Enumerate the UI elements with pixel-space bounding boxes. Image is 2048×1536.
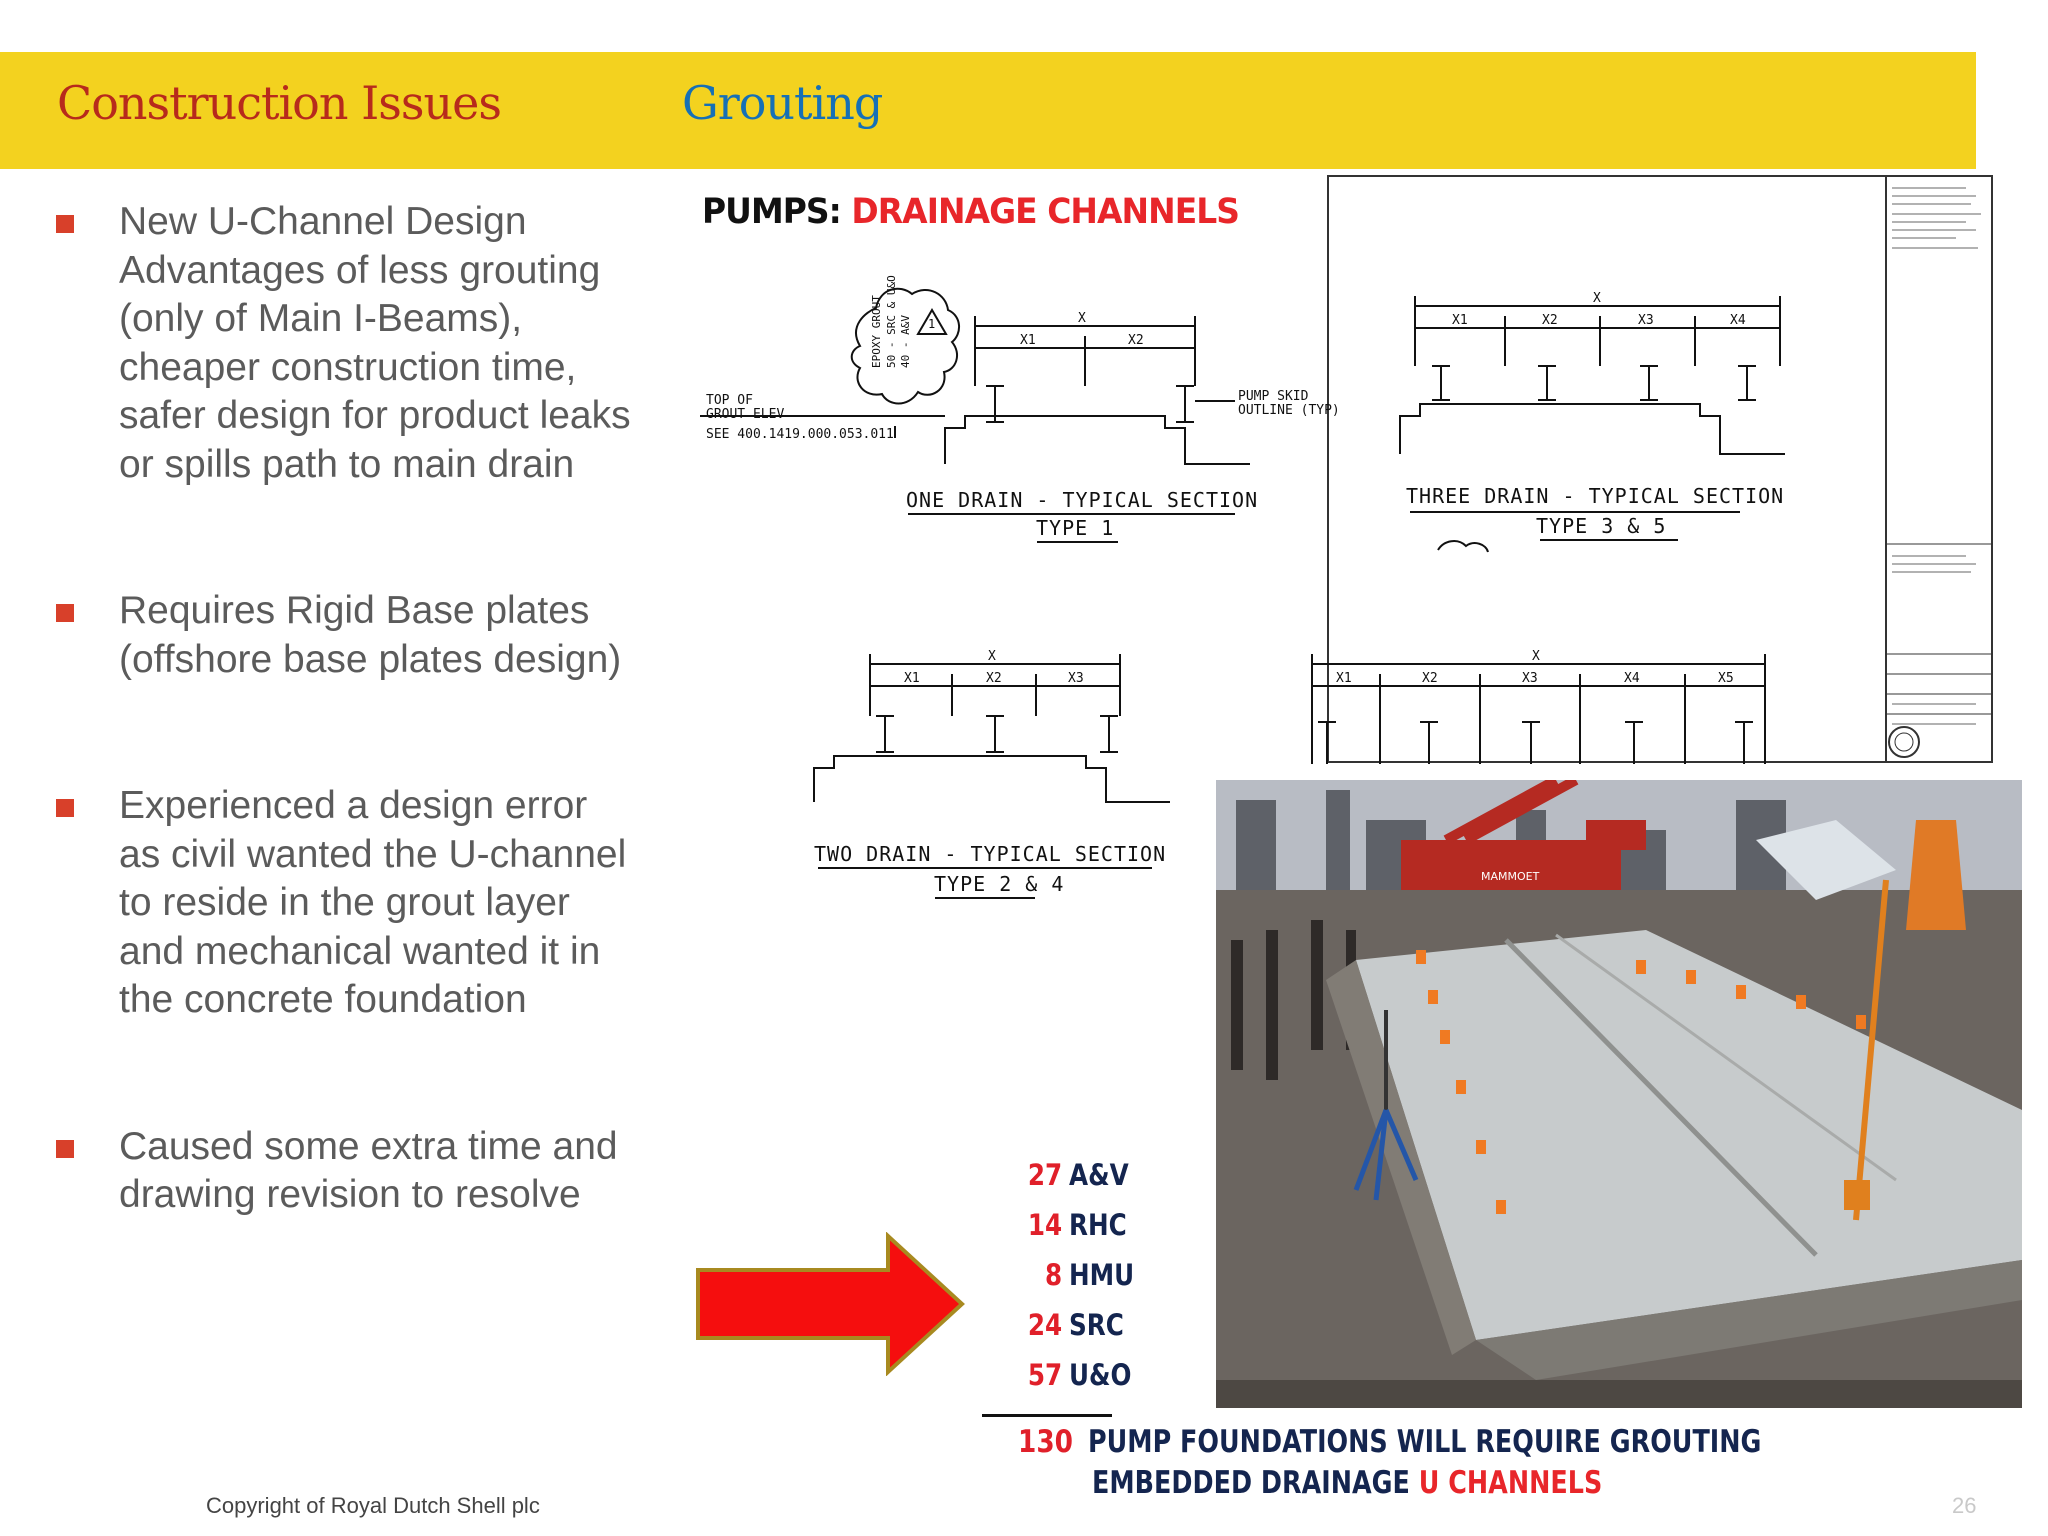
- count-label: SRC: [1069, 1308, 1124, 1342]
- see-reference-label: SEE 400.1419.000.053.011: [706, 427, 894, 442]
- revision-number: 1: [928, 317, 936, 331]
- dim-label: X3: [1522, 671, 1538, 686]
- dim-label: X2: [986, 671, 1002, 686]
- three-drain-caption: THREE DRAIN - TYPICAL SECTION: [1406, 484, 1785, 508]
- count-number: 27: [1027, 1158, 1063, 1192]
- bullet-text: Caused some extra time and drawing revision to resolve: [119, 1124, 618, 1216]
- dim-label: X2: [1422, 671, 1438, 686]
- drawing-title: [702, 192, 1239, 232]
- count-number: 8: [1045, 1258, 1063, 1292]
- one-drain-caption: ONE DRAIN - TYPICAL SECTION: [906, 488, 1259, 512]
- drawing-title-prefix: PUMPS:: [702, 192, 841, 232]
- dim-x-three: X: [1593, 291, 1601, 306]
- slide-title: Grouting: [682, 76, 883, 130]
- drawing-title-highlight: DRAINAGE CHANNELS: [851, 192, 1240, 232]
- dim-label: X1: [904, 671, 920, 686]
- cloud-text: 40 - A&V: [899, 315, 912, 368]
- three-drain-type: TYPE 3 & 5: [1536, 514, 1667, 538]
- count-row: [1018, 1258, 1135, 1308]
- bullet-square-icon: [56, 799, 74, 817]
- section-title: Construction Issues: [57, 76, 501, 130]
- count-row: [1018, 1158, 1129, 1208]
- count-label: U&O: [1069, 1358, 1132, 1392]
- dim-label: X2: [1128, 333, 1144, 348]
- grout-elev-label: GROUT ELEV: [706, 407, 785, 422]
- cloud-text: EPOXY GROUT: [870, 295, 883, 368]
- count-number: 14: [1027, 1208, 1063, 1242]
- total-message-highlight: U CHANNELS: [1418, 1465, 1603, 1501]
- construction-site-photo: [1216, 780, 2022, 1408]
- bullet-square-icon: [56, 1140, 74, 1158]
- total-divider: [982, 1414, 1112, 1417]
- total-message-prefix: EMBEDDED DRAINAGE: [1092, 1465, 1410, 1501]
- count-label: RHC: [1069, 1208, 1127, 1242]
- two-drain-type: TYPE 2 & 4: [934, 872, 1065, 896]
- top-of-grout-label: TOP OF: [706, 393, 753, 408]
- count-number: 24: [1027, 1308, 1063, 1342]
- dim-label: X1: [1452, 313, 1468, 328]
- bullet-square-icon: [56, 604, 74, 622]
- count-label: A&V: [1069, 1158, 1129, 1192]
- dim-label: X3: [1638, 313, 1654, 328]
- count-row: [1018, 1308, 1124, 1358]
- bullet-item: [56, 782, 636, 1025]
- count-number: 57: [1027, 1358, 1063, 1392]
- count-row: [1018, 1358, 1132, 1408]
- dim-x-two: X: [988, 649, 996, 664]
- page-number: 26: [1952, 1493, 1977, 1518]
- dim-x-one: X: [1078, 311, 1086, 326]
- bullet-item: [56, 198, 636, 489]
- dim-label: X1: [1020, 333, 1036, 348]
- bullet-text: Requires Rigid Base plates (offshore base plates design): [119, 589, 622, 681]
- one-drain-type: TYPE 1: [1036, 516, 1115, 540]
- bullet-square-icon: [56, 215, 74, 233]
- bullet-list: [56, 198, 636, 1318]
- dim-x-five: X: [1532, 649, 1540, 664]
- bullet-text: Experienced a design error as civil wanted the U-channel to reside in the grout layer and mechanical wanted it in the concrete foundation: [119, 784, 627, 1021]
- dim-label: X3: [1068, 671, 1084, 686]
- dim-label: X4: [1624, 671, 1640, 686]
- bullet-item: [56, 1123, 636, 1220]
- total-message: PUMP FOUNDATIONS WILL REQUIRE GROUTING: [1088, 1424, 1762, 1460]
- pump-counts-list: [1018, 1158, 1138, 1408]
- dim-label: X2: [1542, 313, 1558, 328]
- dim-label: X1: [1336, 671, 1352, 686]
- total-count: 130: [1018, 1424, 1074, 1460]
- header-bar: [0, 52, 1976, 169]
- bullet-item: [56, 587, 636, 684]
- dim-label: X4: [1730, 313, 1746, 328]
- copyright-footer: Copyright of Royal Dutch Shell plc: [206, 1493, 540, 1518]
- crane-text: MAMMOET: [1481, 870, 1540, 883]
- bullet-text: New U-Channel Design Advantages of less grouting (only of Main I-Beams), cheaper construction time, safer design for product leaks or spills path to main drain: [119, 200, 631, 486]
- total-message-line2: [1092, 1465, 1602, 1501]
- dim-label: X5: [1718, 671, 1734, 686]
- cloud-text: 50 - SRC & U&O: [885, 275, 898, 368]
- count-row: [1018, 1208, 1127, 1258]
- pump-skid-label: PUMP SKID: [1238, 389, 1309, 404]
- pump-skid-outline-label: OUTLINE (TYP): [1238, 403, 1340, 418]
- count-label: HMU: [1069, 1258, 1135, 1292]
- red-arrow-icon: [694, 1232, 966, 1376]
- two-drain-caption: TWO DRAIN - TYPICAL SECTION: [814, 842, 1167, 866]
